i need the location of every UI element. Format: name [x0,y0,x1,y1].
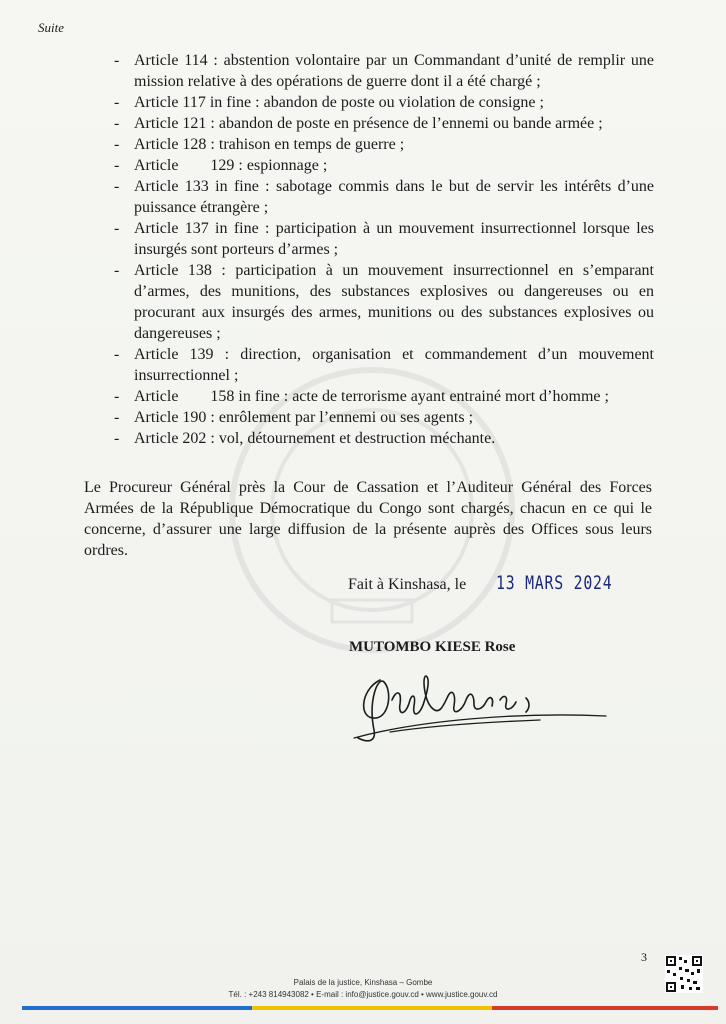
list-bullet: - [114,346,120,363]
list-item-text: Article 202 : vol, détournement et destruction méchante. [134,430,496,447]
signer-name: MUTOMBO KIESE Rose [349,639,516,655]
flag-stripe-red [492,1006,718,1010]
flag-stripe-blue [22,1006,252,1010]
list-item-text: Article 121 : abandon de poste en présence de l’ennemi ou bande armée ; [134,115,603,132]
list-bullet: - [114,94,120,111]
list-item-text: Article 138 : participation à un mouvement insurrectionnel en s’emparant d’armes, des munitions, des substances explosives ou dangereuses ou en procurant aux insurgés des armes, munitions ou des substances explosives ou dangereuses ; [134,262,654,342]
footer-contact: Tél. : +243 814943082 • E-mail : info@justice.gouv.cd • www.justice.gouv.cd [228,990,498,999]
list-item [114,176,654,218]
date-stamp: 13 MARS 2024 [496,572,613,594]
closing-paragraph: Le Procureur Général près la Cour de Cassation et l’Auditeur Général des Forces Armées de la République Démocratique du Congo sont chargés, chacun en ce qui le concerne, d’assurer une large diffusion de la présente auprès des Offices sous leurs ordres. [84,479,652,559]
continuation-label: Suite [38,20,64,35]
list-item-text: Article 190 : enrôlement par l’ennemi ou ses agents ; [134,409,474,426]
list-bullet: - [114,157,120,174]
place-line: Fait à Kinshasa, le [348,576,467,593]
footer-address: Palais de la justice, Kinshasa – Gombe [293,978,433,987]
page-number: 3 [641,950,647,964]
list-item-text: Article 133 in fine : sabotage commis dans le but de servir les intérêts d’une puissance étrangère ; [134,178,654,216]
list-item [114,134,654,155]
list-item-text: Article 129 : espionnage ; [134,157,328,174]
list-item-text: Article 139 : direction, organisation et commandement d’un mouvement insurrectionnel ; [134,346,654,384]
list-bullet: - [114,220,120,237]
handwritten-signature [340,660,610,752]
list-item-text: Article 128 : trahison en temps de guerre ; [134,136,405,153]
list-item [114,50,654,92]
list-item-text: Article 137 in fine : participation à un mouvement insurrectionnel lorsque les insurgés sont porteurs d’armes ; [134,220,654,258]
list-bullet: - [114,409,120,426]
list-item-text: Article 114 : abstention volontaire par un Commandant d’unité de remplir une mission relative à des opérations de guerre dont il a été chargé ; [134,52,654,90]
list-item [114,155,654,176]
list-bullet: - [114,136,120,153]
list-item-text: Article 158 in fine : acte de terrorisme ayant entrainé mort d’homme ; [134,388,609,405]
list-item [114,344,654,386]
list-bullet: - [114,430,120,447]
qr-code-icon [665,955,703,993]
list-bullet: - [114,178,120,195]
list-item [114,218,654,260]
list-item [114,113,654,134]
list-bullet: - [114,52,120,69]
list-item [114,260,654,344]
list-item [114,407,654,428]
list-bullet: - [114,388,120,405]
list-bullet: - [114,262,120,279]
list-bullet: - [114,115,120,132]
list-item [114,386,654,407]
list-item [114,92,654,113]
flag-stripe-yellow [252,1006,492,1010]
list-item [114,428,654,449]
list-item-text: Article 117 in fine : abandon de poste ou violation de consigne ; [134,94,544,111]
article-list [114,50,654,449]
